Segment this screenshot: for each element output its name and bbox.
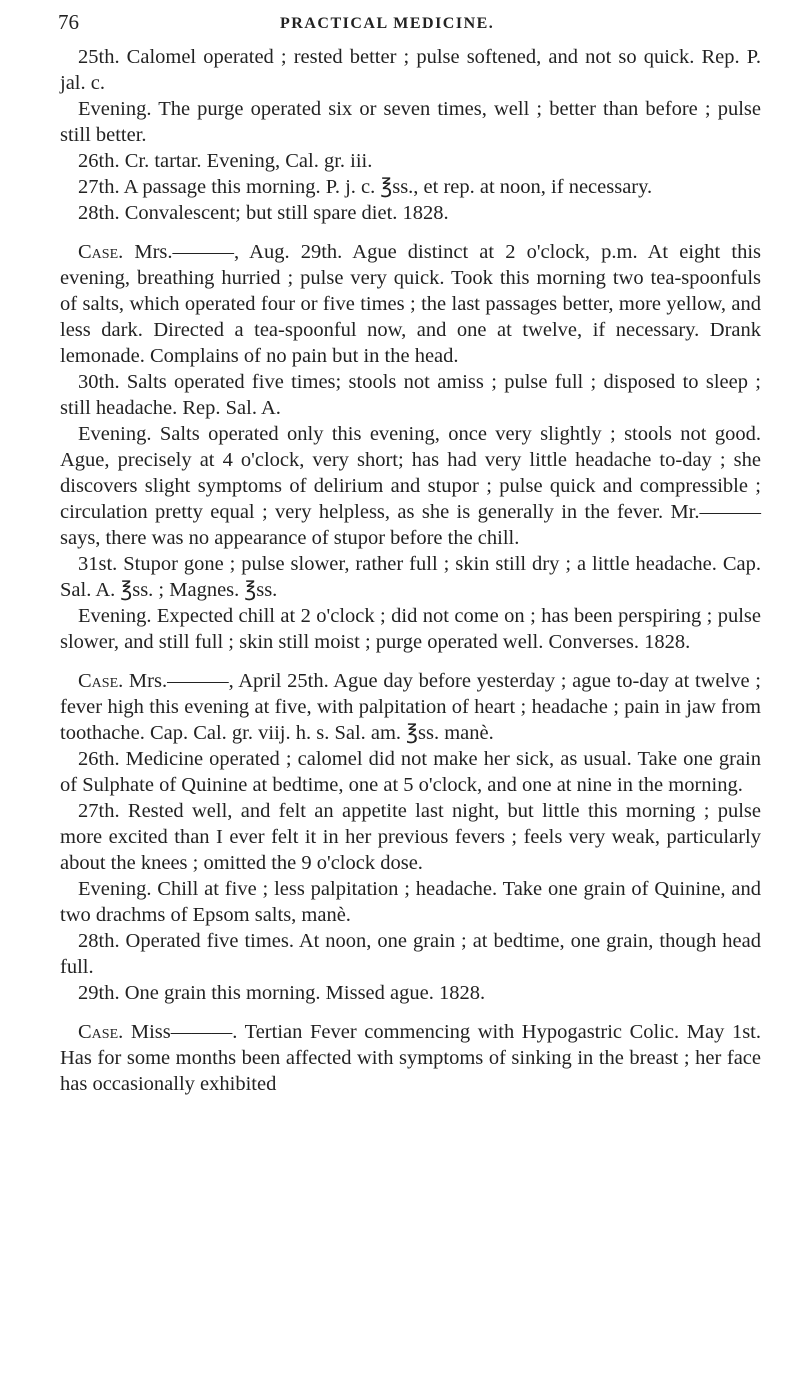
running-title: PRACTICAL MEDICINE. (280, 15, 495, 32)
case-paragraph (60, 239, 761, 369)
paragraph (60, 148, 761, 174)
paragraph (60, 746, 761, 798)
paragraph (60, 421, 761, 551)
case-lead: Case. (78, 1021, 124, 1043)
paragraph-text: 26th. Cr. tartar. Evening, Cal. gr. iii. (78, 150, 373, 172)
paragraph-text: Evening. The purge operated six or seven times, well ; better than before ; pulse still better. (60, 98, 761, 146)
paragraph-text: 25th. Calomel operated ; rested better ; pulse softened, and not so quick. Rep. P. jal. c. (60, 46, 761, 94)
paragraph-text: 27th. Rested well, and felt an appetite last night, but little this morning ; pulse more excited than I ever felt it in her previous fevers ; feels very weak, particularly about the knees ; omitted the 9 o'clock dose. (60, 800, 761, 874)
paragraph (60, 96, 761, 148)
paragraph-text: Mrs.———, April 25th. Ague day before yesterday ; ague to-day at twelve ; fever high this evening at five, with palpitation of heart ; headache ; pain in jaw from toothache. Cap. Cal. gr. viij. h. s. Sal. am. ℥ss. manè. (60, 670, 761, 744)
paragraph-text: Evening. Expected chill at 2 o'clock ; did not come on ; has been perspiring ; pulse slower, and still full ; skin still moist ; purge operated well. Converses. 1828. (60, 605, 761, 653)
body-text (60, 44, 761, 1097)
paragraph-text: 30th. Salts operated five times; stools not amiss ; pulse full ; disposed to sleep ; still headache. Rep. Sal. A. (60, 371, 761, 419)
paragraph-text: 28th. Convalescent; but still spare diet. 1828. (78, 202, 449, 224)
page-number: 76 (58, 10, 79, 34)
case-paragraph (60, 1019, 761, 1097)
paragraph (60, 551, 761, 603)
paragraph (60, 369, 761, 421)
paragraph (60, 174, 761, 200)
paragraph-text: Miss———. Tertian Fever commencing with Hypogastric Colic. May 1st. Has for some months been affected with symptoms of sinking in the breast ; her face has occasionally exhibited (60, 1021, 761, 1095)
paragraph (60, 603, 761, 655)
paragraph (60, 200, 761, 226)
paragraph-text: 31st. Stupor gone ; pulse slower, rather full ; skin still dry ; a little headache. Cap. Sal. A. ℥ss. ; Magnes. ℥ss. (60, 553, 761, 601)
paragraph-text: Evening. Chill at five ; less palpitation ; headache. Take one grain of Quinine, and two drachms of Epsom salts, manè. (60, 878, 761, 926)
paragraph (60, 928, 761, 980)
paragraph (60, 44, 761, 96)
paragraph-text: 27th. A passage this morning. P. j. c. ℥ss., et rep. at noon, if necessary. (78, 176, 653, 198)
paragraph-text: 29th. One grain this morning. Missed ague. 1828. (78, 982, 486, 1004)
running-head (60, 0, 761, 44)
paragraph-text: 26th. Medicine operated ; calomel did not make her sick, as usual. Take one grain of Sulphate of Quinine at bedtime, one at 5 o'clock, and one at nine in the morning. (60, 748, 761, 796)
paragraph (60, 798, 761, 876)
paragraph-text: 28th. Operated five times. At noon, one grain ; at bedtime, one grain, though head full. (60, 930, 761, 978)
case-lead: Case. (78, 241, 124, 263)
paragraph-text: Evening. Salts operated only this evening, once very slightly ; stools not good. Ague, precisely at 4 o'clock, very short; has had very little headache to-day ; she discovers slight symptoms of delirium and stupor ; pulse quick and compressible ; circulation pretty equal ; very helpless, as she is generally in the fever. Mr.——— says, there was no appearance of stupor before the chill. (60, 423, 761, 549)
case-lead: Case. (78, 670, 124, 692)
case-paragraph (60, 668, 761, 746)
paragraph (60, 980, 761, 1006)
paragraph (60, 876, 761, 928)
paragraph-text: Mrs.———, Aug. 29th. Ague distinct at 2 o'clock, p.m. At eight this evening, breathing hurried ; pulse very quick. Took this morning two tea-spoonfuls of salts, which operated four or five times ; the last passages better, more yellow, and less dark. Directed a tea-spoonful now, and one at twelve, if necessary. Drank lemonade. Complains of no pain but in the head. (60, 241, 761, 367)
